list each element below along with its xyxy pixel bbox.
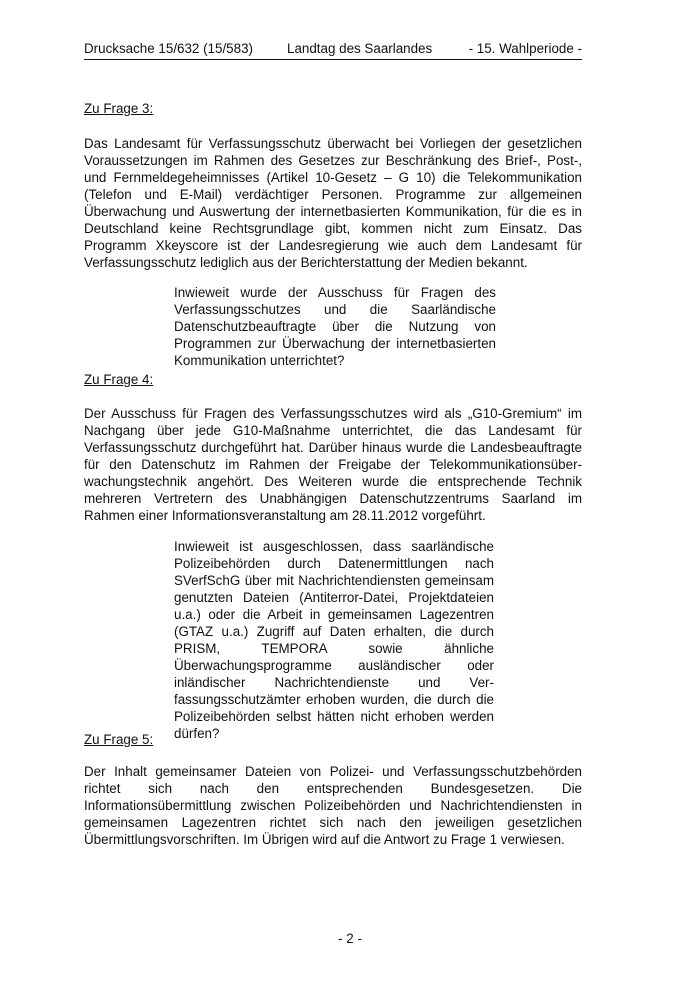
question-5-text: Inwieweit ist ausgeschlossen, dass saarländische Polizeibehörden durch Datenermittlungen nach SVerfSchG über mit Nachrichtendiensten gemeinsam genutzten Dateien (Antiterror-Datei, Projektdateien u.a.) oder die Arbeit in gemeinsamen Lagezentren (GTAZ u.a.) Zugriff auf Daten erhalten, die durch PRISM, TEMPORA sowie ähnliche Überwachungsprogramme ausländischer oder inländischer Nachrichtendienste und Verfassungsschutzämter erhoben wurden, die durch die Polizeibehörden selbst hätten nicht erhoben werden dürfen? [174,539,494,741]
answer-4-label: Zu Frage 4: [84,372,154,387]
legislative-period: - 15. Wahlperiode - [468,41,582,56]
answer-4-text: Der Ausschuss für Fragen des Verfassungsschutzes wird als „G10-Gremium“ im Nachgang über jede G10-Maßnahme unterrichtet, die das Landesamt für Verfassungsschutz durchgeführt hat. Darüber hinaus wurde die Landesbeauftragte für den Datenschutz im Rahmen der Freigabe der Telekommunikationsüberwachungstechnik angehört. Des Weiteren wurde die entsprechende Technik mehreren Vertretern des Unabhängigen Datenschutzzentrums Saarland im Rahmen einer Informationsveranstaltung am 28.11.2012 vorgeführt. [84,406,582,523]
parliament-name: Landtag des Saarlandes [287,41,433,56]
answer-5-text: Der Inhalt gemeinsamer Dateien von Polizei- und Verfassungsschutzbehörden richtet sich nach den entsprechenden Bundesgesetzen. Die Informationsübermittlung zwischen Polizeibehörden und Nachrichtendiensten in gemeinsamen Lagezentren richtet sich nach den jeweiligen gesetzlichen Übermittlungsvorschriften. Im Übrigen wird auf die Antwort zu Frage 1 verwiesen. [84,764,582,847]
answer-3-text: Das Landesamt für Verfassungsschutz überwacht bei Vorliegen der gesetzlichen Voraussetzungen im Rahmen des Gesetzes zur Beschränkung des Brief-, Post-, und Fernmeldegeheimnisses (Artikel 10-Gesetz – G 10) die Telekommunikation (Telefon und E-Mail) verdächtiger Personen. Programme zur allgemeinen Überwachung und Auswertung der internetbasierten Kommunikation, für die es in Deutschland keine Rechtsgrundlage gibt, kommen nicht zum Einsatz. Das Programm Xkeyscore ist der Landesregierung wie auch dem Landesamt für Verfassungsschutz lediglich aus der Berichterstattung der Medien bekannt. [84,136,582,270]
question-4-text: Inwieweit wurde der Ausschuss für Fragen des Verfassungsschutzes und die Saarländische Datenschutzbeauftragte über die Nutzung von Programmen zur Überwachung der internetbasierten Kommunikation unterrichtet? [174,285,496,368]
document-number: Drucksache 15/632 (15/583) [84,41,253,56]
page-header [84,41,582,60]
answer-3-label: Zu Frage 3: [84,101,154,116]
page-number: - 2 - [338,931,362,946]
answer-5-label: Zu Frage 5: [84,732,154,747]
